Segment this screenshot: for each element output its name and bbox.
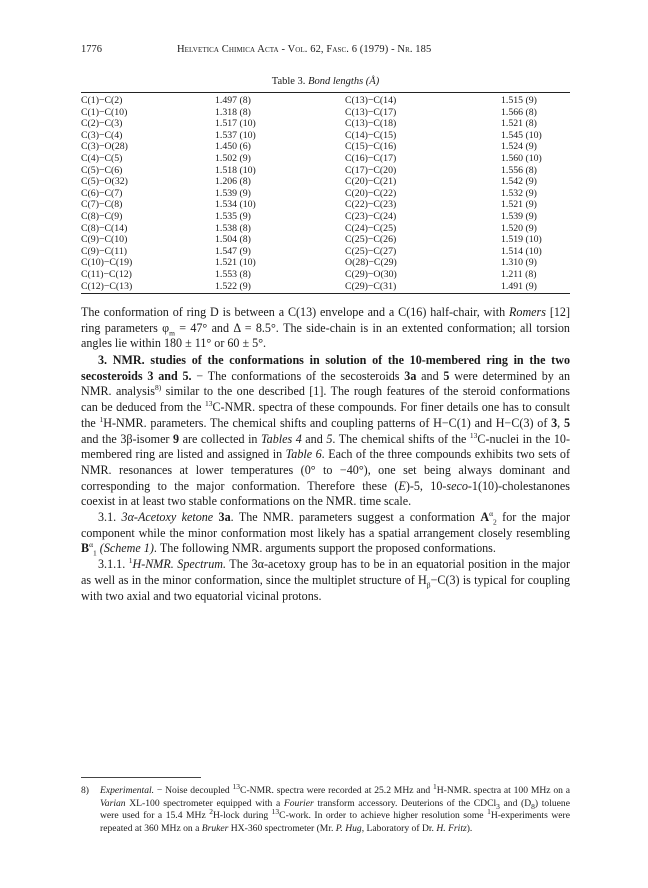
- bond-length: 1.553 (8): [215, 268, 251, 280]
- bond-label: C(4)−C(5): [81, 152, 123, 164]
- bond-length: 1.539 (9): [215, 187, 251, 199]
- bond-length: 1.522 (9): [215, 280, 251, 292]
- running-head: [81, 44, 570, 55]
- bond-label: C(24)−C(25): [345, 222, 397, 234]
- bond-label: C(9)−C(11): [81, 245, 127, 257]
- bond-length: 1.211 (8): [501, 268, 537, 280]
- bond-label: C(5)−O(32): [81, 176, 128, 188]
- table-row: [81, 223, 570, 235]
- section-3-heading: 3. NMR. studies of the conformations in solution of the 10-membered ring in the two secosteroids 3 and 5.: [81, 353, 570, 383]
- bond-label: C(5)−C(6): [81, 164, 123, 176]
- bond-length: 1.556 (8): [501, 164, 537, 176]
- section-3-1-1: 3.1.1. $^1$H-NMR. Spectrum. The 3α-acetoxy group has to be in an equatorial position in the major as well as in the minor conformation, since the multiplet structure of $H_\beta-C(3)$ is typical for coupling with two axial and two equatorial vicinal protons.: [81, 556, 571, 603]
- bond-length: 1.518 (10): [215, 164, 256, 176]
- bond-length: 1.545 (10): [501, 129, 542, 141]
- table-row: [81, 141, 570, 153]
- bond-length: 1.502 (9): [215, 152, 251, 164]
- bond-label: C(2)−C(3): [81, 118, 123, 130]
- bond-label: C(3)−O(28): [81, 141, 128, 153]
- section-3-1: 3.1. 3α-Acetoxy ketone 3a. The NMR. parameters suggest a conformation $A^\alpha_2$ for the major component while the minor conformation most likely has a spatial arrangement closely resembling $B^\alpha_1$ (Scheme 1). The following NMR. arguments support the proposed conformations.: [81, 509, 571, 558]
- bond-label: C(13)−C(18): [345, 118, 397, 130]
- bond-label: C(23)−C(24): [345, 210, 397, 222]
- bond-length: 1.539 (9): [501, 210, 537, 222]
- bond-length: 1.532 (9): [501, 187, 537, 199]
- bond-lengths-table: [81, 92, 570, 294]
- table-row: [81, 246, 570, 258]
- bond-label: C(1)−C(2): [81, 95, 123, 106]
- table-row: [81, 95, 570, 107]
- bond-length: 1.206 (8): [215, 176, 251, 188]
- footnote-label: Experimental.: [100, 785, 155, 796]
- journal-title: Helvetica Chimica Acta - Vol. 62, Fasc. 6 (1979) - Nr. 185: [177, 44, 432, 55]
- footnote-divider: [81, 777, 201, 778]
- table-row: [81, 118, 570, 130]
- scheme-ref: (Scheme 1): [96, 541, 154, 556]
- bond-length: 1.450 (6): [215, 141, 251, 153]
- bond-length: 1.521 (9): [501, 199, 537, 211]
- bond-length: 1.521 (10): [215, 257, 256, 269]
- bond-label: C(22)−C(23): [345, 199, 397, 211]
- table-row: [81, 234, 570, 246]
- table-row: [81, 165, 570, 177]
- footnote-mark: 8): [81, 785, 89, 796]
- bond-length: 1.534 (10): [215, 199, 256, 211]
- table-caption: [81, 76, 570, 87]
- table-row: [81, 211, 570, 223]
- bond-label: C(29)−C(31): [345, 280, 397, 292]
- bond-label: C(16)−C(17): [345, 152, 397, 164]
- table-row: [81, 269, 570, 281]
- table-row: [81, 281, 570, 293]
- bond-length: 1.566 (8): [501, 106, 537, 118]
- bond-length: 1.542 (9): [501, 176, 537, 188]
- table-row: [81, 188, 570, 200]
- table-row: [81, 199, 570, 211]
- bond-label: C(10)−C(19): [81, 257, 133, 269]
- bond-length: 1.318 (8): [215, 106, 251, 118]
- author-romers: Romers: [509, 305, 546, 319]
- bond-length: 1.535 (9): [215, 210, 251, 222]
- table-row: [81, 130, 570, 142]
- bond-length: 1.515 (9): [501, 95, 537, 106]
- bond-label: C(15)−C(16): [345, 141, 397, 153]
- bond-label: C(13)−C(17): [345, 106, 397, 118]
- bond-label: C(13)−C(14): [345, 95, 397, 106]
- bond-label: C(14)−C(15): [345, 129, 397, 141]
- bond-label: C(1)−C(10): [81, 106, 128, 118]
- paragraph-ring-d: The conformation of ring D is between a C(13) envelope and a C(16) half-chair, with Romers [12] ring parameters $\varphi_m = 47^\circ$ and Δ = 8.5°. The side-chain is in an extented conformation; all torsion angles lie within 180 ± 11° or 60 ± 5°.: [81, 305, 570, 351]
- bond-length: 1.504 (8): [215, 234, 251, 246]
- bond-label: C(20)−C(21): [345, 176, 397, 188]
- bond-length: 1.497 (8): [215, 95, 251, 106]
- bond-label: C(8)−C(9): [81, 210, 123, 222]
- bond-length: 1.560 (10): [501, 152, 542, 164]
- bond-label: C(7)−C(8): [81, 199, 123, 211]
- table-caption-title: Bond lengths (Å): [308, 76, 380, 87]
- bond-length: 1.537 (10): [215, 129, 256, 141]
- bond-length: 1.310 (9): [501, 257, 537, 269]
- footnote-8: 8) Experimental. − Noise decoupled $^{13}$C-NMR. spectra were recorded at 25.2 MHz and $^1$H-NMR. spectra at 100 MHz on a Varian XL-100 spectrometer equipped with a Fourier transform accessory. Deuterions of the CDCl$_3$ and $(D_8)$ toluene were used for a 15.4 MHz $^2$H-lock during $^{13}$C-work. In order to achieve higher resolution some $^1$H-experiments were repeated at 360 MHz on a Bruker HX-360 spectrometer (Mr. P. Hug, Laboratory of Dr. H. Fritz).: [81, 781, 570, 834]
- table-caption-prefix: Table 3.: [271, 76, 306, 87]
- bond-label: C(6)−C(7): [81, 187, 123, 199]
- bond-length: 1.491 (9): [501, 280, 537, 292]
- table-row: [81, 107, 570, 119]
- bond-length: 1.514 (10): [501, 245, 542, 257]
- bond-label: C(20)−C(22): [345, 187, 397, 199]
- table6-ref: Table 6: [285, 447, 322, 462]
- bond-label: C(17)−C(20): [345, 164, 397, 176]
- bond-label: O(28)−C(29): [345, 257, 397, 269]
- bond-length: 1.538 (8): [215, 222, 251, 234]
- section-3: 3. NMR. studies of the conformations in solution of the 10-membered ring in the two secosteroids 3 and 5. − The conformations of the secosteroids 3a and 5 were determined by an NMR. analysis$^{8)}$ similar to the one described [1]. The rough features of the steroid conformations can be deduced from the $^{13}$C-NMR. spectra of these compounds. For finer details one has to consult the $^1$H-NMR. parameters. The chemical shifts and coupling patterns of H−C(1) and H−C(3) of 3, 5 and the 3β-isomer 9 are collected in Tables 4 and 5. The chemical shifts of the $^{13}$C-nuclei in the 10-membered ring are listed and assigned in Table 6. Each of the three compounds exhibits two sets of NMR. resonances at lower temperatures (0° to −40°), one set being always dominant and corresponding to the major conformation. Therefore these (E)-5, 10-seco-1(10)-cholestanones coexist in at least two stable conformations on the NMR. time scale. 3.1. 3α-Acetoxy ketone 3a. The NMR. parameters suggest a conformation $A^\alpha_2$ for the major component while the minor conformation most likely has a spatial arrangement closely resembling $B^\alpha_1$ (Scheme 1). The following NMR. arguments support the proposed conformations. 3.1.1. $^1$H-NMR. Spectrum. The 3α-acetoxy group has to be in an equatorial position in the major as well as in the minor conformation, since the multiplet structure of $H_\beta-C(3)$ is typical for coupling with two axial and two equatorial vicinal protons.: [81, 353, 571, 603]
- bond-label: C(25)−C(26): [345, 234, 397, 246]
- bond-label: C(11)−C(12): [81, 268, 132, 280]
- bond-length: 1.521 (8): [501, 118, 537, 130]
- section-3-1-1-title: H-NMR. Spectrum.: [132, 557, 227, 572]
- page-number: 1776: [81, 44, 102, 55]
- bond-label: C(29)−O(30): [345, 268, 397, 280]
- table-row: [81, 257, 570, 269]
- bond-label: C(3)−C(4): [81, 129, 123, 141]
- bond-length: 1.524 (9): [501, 141, 537, 153]
- bond-label: C(9)−C(10): [81, 234, 128, 246]
- tables-ref: Tables 4: [261, 431, 302, 446]
- table-row: [81, 176, 570, 188]
- bond-label: C(12)−C(13): [81, 280, 133, 292]
- table-row: [81, 153, 570, 165]
- bond-label: C(8)−C(14): [81, 222, 128, 234]
- bond-length: 1.547 (9): [215, 245, 251, 257]
- section-3-1-title: 3α-Acetoxy ketone: [121, 510, 214, 525]
- bond-length: 1.517 (10): [215, 118, 256, 130]
- bond-length: 1.519 (10): [501, 234, 542, 246]
- bond-length: 1.520 (9): [501, 222, 537, 234]
- footnote-ref[interactable]: 8): [154, 383, 162, 393]
- bond-label: C(25)−C(27): [345, 245, 397, 257]
